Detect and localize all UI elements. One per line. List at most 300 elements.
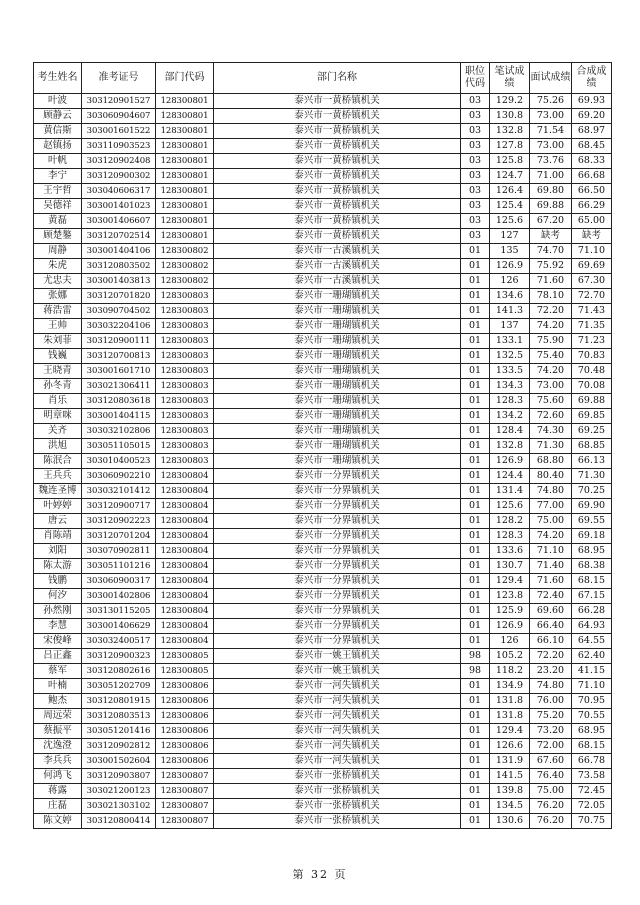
table-row	[34, 379, 612, 394]
cell-position-code: 01	[461, 814, 490, 829]
cell-dept-name: 泰兴市一分界镇机关	[214, 484, 461, 499]
cell-total-score: 66.78	[572, 754, 612, 769]
table-row	[34, 184, 612, 199]
cell-interview-score: 66.10	[530, 634, 572, 649]
cell-dept-name: 泰兴市一张桥镇机关	[214, 799, 461, 814]
cell-interview-score: 75.60	[530, 394, 572, 409]
cell-exam-ticket: 303120901527	[82, 94, 156, 109]
table-row	[34, 214, 612, 229]
cell-name: 洪旭	[34, 439, 82, 454]
cell-exam-ticket: 303032204106	[82, 319, 156, 334]
cell-written-score: 128.4	[490, 424, 530, 439]
cell-exam-ticket: 303120900323	[82, 649, 156, 664]
cell-total-score: 69.55	[572, 514, 612, 529]
cell-dept-code: 128300802	[156, 274, 214, 289]
cell-dept-name: 泰兴市一张桥镇机关	[214, 769, 461, 784]
cell-total-score: 70.83	[572, 349, 612, 364]
cell-written-score: 127.8	[490, 139, 530, 154]
cell-written-score: 134.3	[490, 379, 530, 394]
cell-position-code: 03	[461, 94, 490, 109]
cell-dept-code: 128300801	[156, 139, 214, 154]
cell-dept-name: 泰兴市一河失镇机关	[214, 739, 461, 754]
cell-interview-score: 76.40	[530, 769, 572, 784]
cell-dept-name: 泰兴市一珊瑚镇机关	[214, 394, 461, 409]
table-row	[34, 199, 612, 214]
cell-exam-ticket: 303001406607	[82, 214, 156, 229]
cell-total-score: 69.20	[572, 109, 612, 124]
cell-interview-score: 71.40	[530, 559, 572, 574]
cell-position-code: 01	[461, 454, 490, 469]
cell-exam-ticket: 303001502604	[82, 754, 156, 769]
cell-dept-code: 128300804	[156, 589, 214, 604]
cell-dept-name: 泰兴市一河失镇机关	[214, 754, 461, 769]
cell-total-score: 70.75	[572, 814, 612, 829]
cell-written-score: 125.9	[490, 604, 530, 619]
cell-dept-code: 128300804	[156, 514, 214, 529]
cell-position-code: 01	[461, 409, 490, 424]
cell-dept-name: 泰兴市一黄桥镇机关	[214, 199, 461, 214]
header-position-code: 职位代码	[461, 63, 490, 94]
table-row	[34, 394, 612, 409]
cell-written-score: 133.1	[490, 334, 530, 349]
cell-position-code: 03	[461, 169, 490, 184]
cell-exam-ticket: 303120800414	[82, 814, 156, 829]
cell-total-score: 66.13	[572, 454, 612, 469]
cell-name: 刘阳	[34, 544, 82, 559]
header-total-score: 合成成绩	[572, 63, 612, 94]
cell-exam-ticket: 303110903523	[82, 139, 156, 154]
cell-exam-ticket: 303021200123	[82, 784, 156, 799]
cell-written-score: 133.6	[490, 544, 530, 559]
cell-interview-score: 73.20	[530, 724, 572, 739]
cell-interview-score: 74.80	[530, 679, 572, 694]
cell-position-code: 01	[461, 319, 490, 334]
table-row	[34, 769, 612, 784]
table-row	[34, 574, 612, 589]
cell-written-score: 124.7	[490, 169, 530, 184]
cell-position-code: 03	[461, 214, 490, 229]
cell-dept-code: 128300807	[156, 784, 214, 799]
cell-name: 黄信斯	[34, 124, 82, 139]
cell-name: 赵镇扬	[34, 139, 82, 154]
cell-name: 周远荣	[34, 709, 82, 724]
cell-total-score: 68.33	[572, 154, 612, 169]
header-written-score: 笔试成绩	[490, 63, 530, 94]
cell-total-score: 71.43	[572, 304, 612, 319]
cell-dept-name: 泰兴市一珊瑚镇机关	[214, 454, 461, 469]
cell-dept-code: 128300804	[156, 529, 214, 544]
cell-total-score: 69.93	[572, 94, 612, 109]
cell-dept-code: 128300803	[156, 349, 214, 364]
cell-interview-score: 67.60	[530, 754, 572, 769]
cell-dept-code: 128300803	[156, 394, 214, 409]
cell-exam-ticket: 303001404115	[82, 409, 156, 424]
table-row	[34, 244, 612, 259]
table-row	[34, 319, 612, 334]
cell-dept-name: 泰兴市一张桥镇机关	[214, 814, 461, 829]
cell-written-score: 134.6	[490, 289, 530, 304]
table-row	[34, 514, 612, 529]
cell-total-score: 73.58	[572, 769, 612, 784]
cell-interview-score: 74.30	[530, 424, 572, 439]
cell-exam-ticket: 303040606317	[82, 184, 156, 199]
cell-exam-ticket: 303001601522	[82, 124, 156, 139]
cell-dept-code: 128300806	[156, 754, 214, 769]
cell-total-score: 70.25	[572, 484, 612, 499]
cell-written-score: 134.2	[490, 409, 530, 424]
cell-dept-name: 泰兴市一珊瑚镇机关	[214, 439, 461, 454]
cell-position-code: 01	[461, 784, 490, 799]
cell-dept-code: 128300806	[156, 739, 214, 754]
cell-total-score: 41.15	[572, 664, 612, 679]
cell-total-score: 70.55	[572, 709, 612, 724]
cell-total-score: 64.55	[572, 634, 612, 649]
cell-name: 蒋浩雷	[34, 304, 82, 319]
cell-dept-code: 128300803	[156, 379, 214, 394]
cell-interview-score: 69.60	[530, 604, 572, 619]
cell-written-score: 134.5	[490, 799, 530, 814]
cell-name: 顾楚鏊	[34, 229, 82, 244]
cell-name: 吕正鑫	[34, 649, 82, 664]
cell-name: 陈太游	[34, 559, 82, 574]
cell-exam-ticket: 303060904607	[82, 109, 156, 124]
cell-name: 蔡振平	[34, 724, 82, 739]
cell-name: 魏连圣博	[34, 484, 82, 499]
cell-dept-code: 128300801	[156, 169, 214, 184]
cell-position-code: 01	[461, 604, 490, 619]
cell-exam-ticket: 303120701204	[82, 529, 156, 544]
cell-dept-name: 泰兴市一珊瑚镇机关	[214, 364, 461, 379]
cell-total-score: 72.05	[572, 799, 612, 814]
cell-position-code: 98	[461, 664, 490, 679]
cell-interview-score: 71.60	[530, 574, 572, 589]
cell-dept-name: 泰兴市一珊瑚镇机关	[214, 334, 461, 349]
cell-interview-score: 71.00	[530, 169, 572, 184]
cell-interview-score: 23.20	[530, 664, 572, 679]
cell-dept-code: 128300801	[156, 214, 214, 229]
table-row	[34, 349, 612, 364]
cell-exam-ticket: 303051201416	[82, 724, 156, 739]
cell-total-score: 71.23	[572, 334, 612, 349]
cell-total-score: 66.29	[572, 199, 612, 214]
cell-name: 肖乐	[34, 394, 82, 409]
cell-interview-score: 74.20	[530, 319, 572, 334]
table-row	[34, 619, 612, 634]
cell-dept-code: 128300802	[156, 244, 214, 259]
cell-exam-ticket: 303001402806	[82, 589, 156, 604]
cell-name: 叶楠	[34, 679, 82, 694]
cell-exam-ticket: 303001404106	[82, 244, 156, 259]
cell-interview-score: 69.88	[530, 199, 572, 214]
cell-total-score: 68.15	[572, 739, 612, 754]
cell-dept-name: 泰兴市一黄桥镇机关	[214, 94, 461, 109]
table-row	[34, 814, 612, 829]
cell-dept-name: 泰兴市一黄桥镇机关	[214, 139, 461, 154]
cell-written-score: 141.5	[490, 769, 530, 784]
cell-exam-ticket: 303001406629	[82, 619, 156, 634]
cell-dept-name: 泰兴市一河失镇机关	[214, 724, 461, 739]
cell-position-code: 03	[461, 184, 490, 199]
cell-dept-code: 128300801	[156, 199, 214, 214]
cell-written-score: 126	[490, 274, 530, 289]
cell-exam-ticket: 303001403813	[82, 274, 156, 289]
cell-position-code: 01	[461, 679, 490, 694]
table-row	[34, 739, 612, 754]
table-row	[34, 604, 612, 619]
cell-dept-code: 128300806	[156, 724, 214, 739]
header-exam-ticket: 准考证号	[82, 63, 156, 94]
cell-position-code: 01	[461, 289, 490, 304]
cell-interview-score: 72.20	[530, 304, 572, 319]
cell-name: 关齐	[34, 424, 82, 439]
cell-total-score: 64.93	[572, 619, 612, 634]
score-table	[33, 62, 612, 829]
table-row	[34, 694, 612, 709]
table-row	[34, 364, 612, 379]
cell-exam-ticket: 303120803618	[82, 394, 156, 409]
header-row	[34, 63, 612, 94]
table-row	[34, 109, 612, 124]
cell-total-score: 71.10	[572, 679, 612, 694]
cell-interview-score: 72.20	[530, 649, 572, 664]
cell-interview-score: 75.00	[530, 784, 572, 799]
cell-exam-ticket: 303120902223	[82, 514, 156, 529]
cell-written-score: 130.8	[490, 109, 530, 124]
cell-dept-name: 泰兴市一珊瑚镇机关	[214, 409, 461, 424]
cell-total-score: 69.88	[572, 394, 612, 409]
cell-interview-score: 80.40	[530, 469, 572, 484]
cell-name: 王帅	[34, 319, 82, 334]
cell-written-score: 128.3	[490, 529, 530, 544]
cell-dept-name: 泰兴市一古溪镇机关	[214, 259, 461, 274]
cell-name: 吴德祥	[34, 199, 82, 214]
cell-interview-score: 71.54	[530, 124, 572, 139]
cell-written-score: 126.9	[490, 619, 530, 634]
cell-exam-ticket: 303120802616	[82, 664, 156, 679]
cell-dept-name: 泰兴市一分界镇机关	[214, 559, 461, 574]
cell-name: 肖陈靖	[34, 529, 82, 544]
cell-total-score: 65.00	[572, 214, 612, 229]
cell-total-score: 69.25	[572, 424, 612, 439]
cell-dept-name: 泰兴市一黄桥镇机关	[214, 109, 461, 124]
cell-written-score: 127	[490, 229, 530, 244]
cell-dept-code: 128300801	[156, 154, 214, 169]
cell-written-score: 139.8	[490, 784, 530, 799]
cell-name: 叶婷婷	[34, 499, 82, 514]
cell-interview-score: 74.80	[530, 484, 572, 499]
cell-exam-ticket: 303120900111	[82, 334, 156, 349]
cell-written-score: 130.6	[490, 814, 530, 829]
cell-total-score: 69.85	[572, 409, 612, 424]
cell-total-score: 66.68	[572, 169, 612, 184]
cell-written-score: 131.9	[490, 754, 530, 769]
cell-exam-ticket: 303001401023	[82, 199, 156, 214]
cell-dept-code: 128300807	[156, 799, 214, 814]
cell-written-score: 125.4	[490, 199, 530, 214]
cell-written-score: 125.8	[490, 154, 530, 169]
cell-dept-code: 128300807	[156, 769, 214, 784]
cell-total-score: 68.95	[572, 724, 612, 739]
cell-name: 宋俊峰	[34, 634, 82, 649]
cell-total-score: 67.30	[572, 274, 612, 289]
cell-name: 何鸿飞	[34, 769, 82, 784]
cell-dept-name: 泰兴市一分界镇机关	[214, 529, 461, 544]
cell-written-score: 129.2	[490, 94, 530, 109]
cell-interview-score: 75.00	[530, 514, 572, 529]
table-row	[34, 664, 612, 679]
cell-total-score: 71.10	[572, 244, 612, 259]
cell-written-score: 126.9	[490, 259, 530, 274]
cell-position-code: 01	[461, 499, 490, 514]
cell-written-score: 118.2	[490, 664, 530, 679]
cell-exam-ticket: 303120702514	[82, 229, 156, 244]
cell-position-code: 01	[461, 769, 490, 784]
cell-exam-ticket: 303120902812	[82, 739, 156, 754]
cell-dept-code: 128300804	[156, 499, 214, 514]
cell-total-score: 72.45	[572, 784, 612, 799]
cell-name: 王晓青	[34, 364, 82, 379]
cell-total-score: 68.45	[572, 139, 612, 154]
header-dept-name: 部门名称	[214, 63, 461, 94]
cell-dept-code: 128300803	[156, 454, 214, 469]
cell-dept-name: 泰兴市一珊瑚镇机关	[214, 304, 461, 319]
cell-dept-name: 泰兴市一分界镇机关	[214, 544, 461, 559]
cell-exam-ticket: 303120902408	[82, 154, 156, 169]
cell-dept-name: 泰兴市一张桥镇机关	[214, 784, 461, 799]
cell-interview-score: 73.00	[530, 109, 572, 124]
cell-written-score: 133.5	[490, 364, 530, 379]
cell-dept-code: 128300804	[156, 604, 214, 619]
cell-name: 陈文婷	[34, 814, 82, 829]
table-row	[34, 274, 612, 289]
cell-position-code: 01	[461, 484, 490, 499]
cell-written-score: 125.6	[490, 214, 530, 229]
cell-dept-code: 128300807	[156, 814, 214, 829]
cell-interview-score: 71.30	[530, 439, 572, 454]
cell-position-code: 01	[461, 799, 490, 814]
cell-dept-code: 128300804	[156, 559, 214, 574]
cell-exam-ticket: 303120900717	[82, 499, 156, 514]
cell-position-code: 03	[461, 139, 490, 154]
cell-written-score: 125.6	[490, 499, 530, 514]
cell-dept-code: 128300803	[156, 364, 214, 379]
cell-position-code: 01	[461, 619, 490, 634]
cell-written-score: 128.3	[490, 394, 530, 409]
cell-total-score: 66.28	[572, 604, 612, 619]
table-row	[34, 799, 612, 814]
cell-exam-ticket: 303021306411	[82, 379, 156, 394]
cell-total-score: 68.97	[572, 124, 612, 139]
cell-position-code: 01	[461, 439, 490, 454]
cell-dept-code: 128300801	[156, 184, 214, 199]
page-number: 第 32 页	[292, 868, 348, 881]
header-candidate-name: 考生姓名	[34, 63, 82, 94]
cell-exam-ticket: 303032400517	[82, 634, 156, 649]
cell-dept-code: 128300803	[156, 424, 214, 439]
cell-dept-code: 128300806	[156, 679, 214, 694]
cell-interview-score: 75.90	[530, 334, 572, 349]
cell-written-score: 132.5	[490, 349, 530, 364]
cell-position-code: 01	[461, 244, 490, 259]
cell-dept-name: 泰兴市一分界镇机关	[214, 469, 461, 484]
cell-position-code: 01	[461, 469, 490, 484]
cell-interview-score: 77.00	[530, 499, 572, 514]
cell-dept-code: 128300803	[156, 304, 214, 319]
cell-position-code: 03	[461, 109, 490, 124]
cell-dept-name: 泰兴市一河失镇机关	[214, 709, 461, 724]
table-row	[34, 334, 612, 349]
cell-written-score: 132.8	[490, 439, 530, 454]
cell-interview-score: 69.80	[530, 184, 572, 199]
cell-total-score: 缺考	[572, 229, 612, 244]
table-row	[34, 529, 612, 544]
table-row	[34, 139, 612, 154]
cell-interview-score: 74.20	[530, 364, 572, 379]
cell-dept-name: 泰兴市一珊瑚镇机关	[214, 319, 461, 334]
cell-exam-ticket: 303032101412	[82, 484, 156, 499]
cell-dept-name: 泰兴市一珊瑚镇机关	[214, 424, 461, 439]
cell-position-code: 03	[461, 199, 490, 214]
cell-name: 何汐	[34, 589, 82, 604]
table-body	[34, 94, 612, 829]
cell-total-score: 70.08	[572, 379, 612, 394]
cell-exam-ticket: 303070902811	[82, 544, 156, 559]
cell-dept-code: 128300805	[156, 649, 214, 664]
cell-position-code: 01	[461, 709, 490, 724]
cell-dept-code: 128300803	[156, 319, 214, 334]
cell-name: 蔡军	[34, 664, 82, 679]
cell-position-code: 01	[461, 754, 490, 769]
cell-name: 孙冬青	[34, 379, 82, 394]
table-row	[34, 589, 612, 604]
cell-name: 顾静云	[34, 109, 82, 124]
cell-dept-code: 128300804	[156, 544, 214, 559]
table-row	[34, 454, 612, 469]
cell-dept-name: 泰兴市一分界镇机关	[214, 634, 461, 649]
cell-name: 唐云	[34, 514, 82, 529]
cell-dept-name: 泰兴市一黄桥镇机关	[214, 214, 461, 229]
cell-dept-code: 128300803	[156, 409, 214, 424]
cell-exam-ticket: 303090704502	[82, 304, 156, 319]
cell-dept-name: 泰兴市一分界镇机关	[214, 604, 461, 619]
cell-exam-ticket: 303051202709	[82, 679, 156, 694]
cell-name: 黄磊	[34, 214, 82, 229]
cell-dept-name: 泰兴市一黄桥镇机关	[214, 154, 461, 169]
cell-written-score: 126	[490, 634, 530, 649]
cell-name: 钱巍	[34, 349, 82, 364]
cell-exam-ticket: 303120700813	[82, 349, 156, 364]
table-row	[34, 424, 612, 439]
cell-position-code: 03	[461, 154, 490, 169]
cell-position-code: 01	[461, 724, 490, 739]
cell-name: 李慧	[34, 619, 82, 634]
cell-name: 沈逸澄	[34, 739, 82, 754]
cell-interview-score: 73.00	[530, 379, 572, 394]
cell-interview-score: 75.92	[530, 259, 572, 274]
cell-dept-code: 128300803	[156, 439, 214, 454]
cell-dept-name: 泰兴市一珊瑚镇机关	[214, 289, 461, 304]
cell-dept-name: 泰兴市一分界镇机关	[214, 514, 461, 529]
cell-total-score: 69.18	[572, 529, 612, 544]
cell-interview-score: 74.70	[530, 244, 572, 259]
cell-total-score: 70.48	[572, 364, 612, 379]
cell-total-score: 68.95	[572, 544, 612, 559]
cell-position-code: 01	[461, 349, 490, 364]
cell-dept-code: 128300801	[156, 229, 214, 244]
cell-interview-score: 76.20	[530, 799, 572, 814]
cell-dept-code: 128300805	[156, 664, 214, 679]
cell-name: 叶波	[34, 94, 82, 109]
